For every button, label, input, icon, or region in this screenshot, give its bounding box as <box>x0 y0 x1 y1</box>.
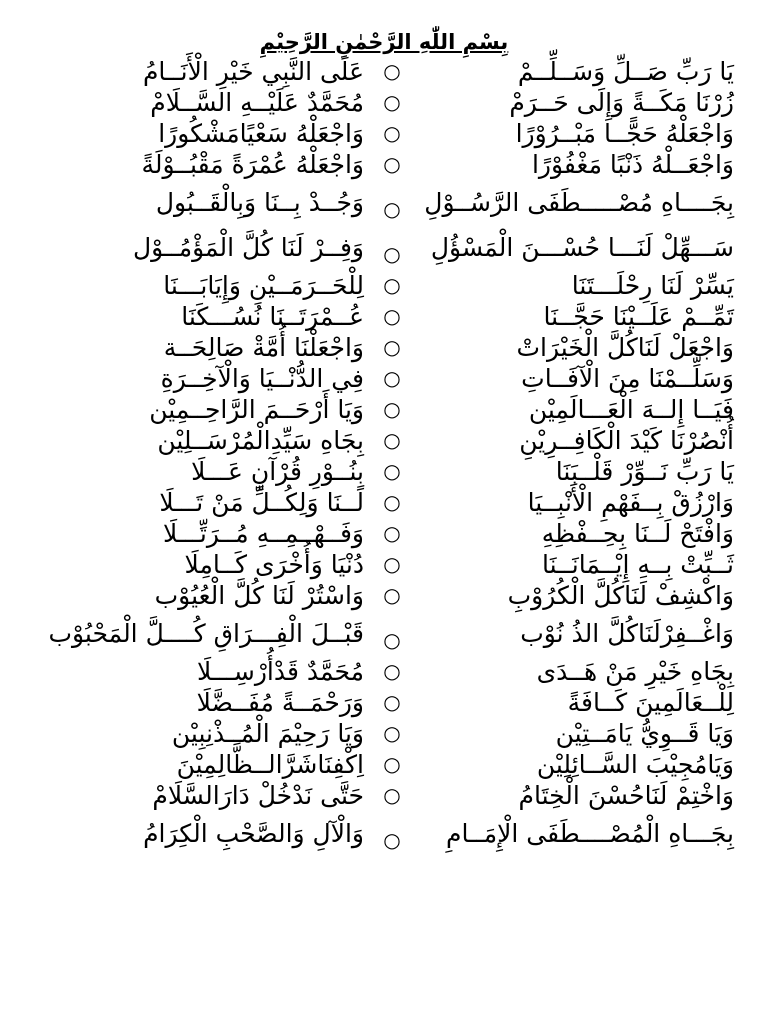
verse-row <box>34 363 734 394</box>
verse-row <box>34 56 734 87</box>
verse-first-hemistich: وَارْزُقْ بِــفَهْمِ الْأَنْبِــيَا <box>527 488 734 517</box>
verse-second-hemistich: وَفَــهْــمِــهِ مُــرَتِّـــلَا <box>163 519 364 548</box>
circle-separator-icon: ○ <box>383 659 401 683</box>
verse-row <box>34 425 734 456</box>
verse-second-hemistich: عُــمْرَتَــنَا نُسُـــكَنَا <box>181 302 364 331</box>
verse-second-hemistich: لِلْحَــرَمَــيْنِ وَإِيَابَـــنَا <box>163 271 364 300</box>
verse-second-hemistich: وَاجْعَلْهُ عُمْرَةً مَقْبُــوْلَةً <box>141 150 364 179</box>
circle-separator-icon: ○ <box>383 521 401 545</box>
circle-separator-icon: ○ <box>383 335 401 359</box>
circle-separator-icon: ○ <box>383 428 401 452</box>
verse-row <box>34 118 734 149</box>
verse-first-hemistich: بِجَـــاهِ الْمُصْــــطَفَى الْإِمَــامِ <box>445 819 734 848</box>
verse-first-hemistich: أُنْصُرْنَا كَيْدَ الْكَافِــرِيْنِ <box>519 426 734 455</box>
verse-row <box>34 487 734 518</box>
verse-second-hemistich: عَلَى النَّبِي خَيْرِ الْأَنَــامُ <box>142 57 364 86</box>
verse-first-hemistich: سَـــهِّلْ لَنَـــا حُسْـــنَ الْمَسْؤُلِ <box>430 233 734 262</box>
verse-first-hemistich: يَا رَبِّ صَــلِّ وَسَــلِّــمْ <box>517 57 734 86</box>
verse-row <box>34 149 734 180</box>
verse-first-hemistich: وَيَامُجِيْبَ السَّــائِلِيْن <box>536 750 734 779</box>
verse-second-hemistich: وَيَا رَحِيْمَ الْمُــذْنِبِيْن <box>171 719 364 748</box>
verse-row <box>34 518 734 549</box>
circle-separator-icon: ○ <box>383 828 401 852</box>
verse-row <box>34 332 734 363</box>
verse-first-hemistich: لِلْــعَالَمِينَ كَــافَةً <box>567 688 734 717</box>
verse-second-hemistich: وَاجْعَلْهُ سَعْيًامَشْكُورًا <box>158 119 364 148</box>
verse-first-hemistich: وَيَا قَــوِيُّ يَامَــتِيْن <box>555 719 734 748</box>
verse-row <box>34 549 734 580</box>
verse-second-hemistich: وَجُــدْ بِــنَا وَبِالْقَــبُول <box>155 188 364 217</box>
verse-second-hemistich: اِكْفِنَاشَرَّالــظَّالِمِيْنَ <box>176 750 364 779</box>
circle-separator-icon: ○ <box>383 752 401 776</box>
verse-second-hemistich: بِنُــوْرِ قُرْآنٍ عَـــلَا <box>191 457 364 486</box>
circle-separator-icon: ○ <box>383 783 401 807</box>
verse-row <box>34 87 734 118</box>
circle-separator-icon: ○ <box>383 721 401 745</box>
verse-row <box>34 580 734 611</box>
verse-row <box>34 687 734 718</box>
verse-first-hemistich: ثَــبِّتْ بِــهِ إِيْــمَانَــنَا <box>542 550 734 579</box>
verse-row <box>34 180 734 225</box>
verse-row <box>34 718 734 749</box>
verse-second-hemistich: دُنْيَا وَأُخْرَى كَــامِلَا <box>184 550 364 579</box>
verse-row <box>34 456 734 487</box>
verse-second-hemistich: وَاسْتُرْ لَنَا كُلَّ الْعُيُوْب <box>154 581 364 610</box>
verse-second-hemistich: مُحَمَّدٌ عَلَيْــهِ السَّــلَامْ <box>150 88 364 117</box>
verse-first-hemistich: زُرْنَا مَكَــةً وَإِلَى حَــرَمْ <box>509 88 734 117</box>
verse-row <box>34 780 734 811</box>
circle-separator-icon: ○ <box>383 197 401 221</box>
verse-first-hemistich: يَسِّرْ لَنَا رِحْلَـــتَنَا <box>571 271 734 300</box>
verse-first-hemistich: وَافْتَحْ لَــنَا بِحِــفْظِهِ <box>541 519 734 548</box>
verse-second-hemistich: وَفِــرْ لَنَا كُلَّ الْمَؤْمُــوْل <box>133 233 364 262</box>
circle-separator-icon: ○ <box>383 273 401 297</box>
circle-separator-icon: ○ <box>383 552 401 576</box>
verse-row <box>34 811 734 856</box>
verse-first-hemistich: وَاخْتِمْ لَنَاحُسْنَ الْخِتَامُ <box>518 781 734 810</box>
verse-list <box>34 56 734 856</box>
verse-second-hemistich: وَرَحْمَــةً مُفَــضَّلَا <box>196 688 364 717</box>
page-title: بِسْمِ اللّٰهِ الرَّحْمٰنِ الرَّحِيْمِ <box>259 30 509 54</box>
circle-separator-icon: ○ <box>383 90 401 114</box>
circle-separator-icon: ○ <box>383 59 401 83</box>
verse-first-hemistich: يَا رَبِّ نَــوِّرْ قَلْــبَنَا <box>555 457 734 486</box>
circle-separator-icon: ○ <box>383 366 401 390</box>
verse-first-hemistich: وَاكْشِفْ لَنَاكُلَّ الْكُرُوْبِ <box>507 581 734 610</box>
circle-separator-icon: ○ <box>383 583 401 607</box>
circle-separator-icon: ○ <box>383 490 401 514</box>
circle-separator-icon: ○ <box>383 242 401 266</box>
verse-row <box>34 611 734 656</box>
verse-first-hemistich: وَاجْعَلْهُ حَجًّــا مَبْــرُوْرًا <box>515 119 734 148</box>
verse-second-hemistich: وَيَا أَرْحَــمَ الرَّاحِــمِيْن <box>149 395 364 424</box>
verse-second-hemistich: وَاجْعَلْنَا أُمَّةْ صَالِحَــة <box>163 333 364 362</box>
verse-first-hemistich: تَمِّــمْ عَلَــيْنَا حَجَّــنَا <box>543 302 734 331</box>
circle-separator-icon: ○ <box>383 628 401 652</box>
verse-row <box>34 749 734 780</box>
verse-first-hemistich: وَاجْعَــلْهُ ذَنْبًا مَغْفُوْرًا <box>531 150 734 179</box>
verse-second-hemistich: وَالْآلِ وَالصَّحْبِ الْكِرَامُ <box>143 819 364 848</box>
verse-first-hemistich: فَيَــا إِلــهَ الْعَـــالَمِيْن <box>528 395 734 424</box>
circle-separator-icon: ○ <box>383 459 401 483</box>
verse-row <box>34 270 734 301</box>
verse-second-hemistich: حَتَّى نَدْخُلْ دَارَالسَّلَامْ <box>152 781 364 810</box>
circle-separator-icon: ○ <box>383 152 401 176</box>
circle-separator-icon: ○ <box>383 397 401 421</box>
circle-separator-icon: ○ <box>383 121 401 145</box>
verse-second-hemistich: فِي الدُّنْــيَا وَالْآخِــرَةِ <box>160 364 364 393</box>
verse-row <box>34 394 734 425</box>
verse-first-hemistich: بِجَــــاهِ مُصْـــــطَفَى الرَّسُــوْلِ <box>424 188 734 217</box>
verse-second-hemistich: بِجَاهِ سَيِّدِالْمُرْسَــلِيْن <box>157 426 364 455</box>
verse-first-hemistich: وَاجْعَلْ لَنَاكُلَّ الْخَيْرَاتْ <box>516 333 734 362</box>
verse-first-hemistich: بِجَاهِ خَيْرِ مَنْ هَــدَى <box>536 657 734 686</box>
verse-row <box>34 301 734 332</box>
verse-row <box>34 225 734 270</box>
verse-first-hemistich: وَاغْــفِرْلَنَاكُلَّ الذُ نُوْب <box>520 619 734 648</box>
circle-separator-icon: ○ <box>383 304 401 328</box>
verse-second-hemistich: لَــنَا وَلِكُــلِّ مَنْ تَـــلَا <box>159 488 364 517</box>
verse-second-hemistich: قَبْــلَ الْفِـــرَاقِ كُــــلَّ الْمَحْبُوْب <box>48 619 364 648</box>
circle-separator-icon: ○ <box>383 690 401 714</box>
verse-first-hemistich: وَسَلِّــمْنَا مِنَ الْآفَــاتِ <box>521 364 734 393</box>
verse-second-hemistich: مُحَمَّدٌ قَدْأُرْسِـــلَا <box>197 657 364 686</box>
verse-row <box>34 656 734 687</box>
